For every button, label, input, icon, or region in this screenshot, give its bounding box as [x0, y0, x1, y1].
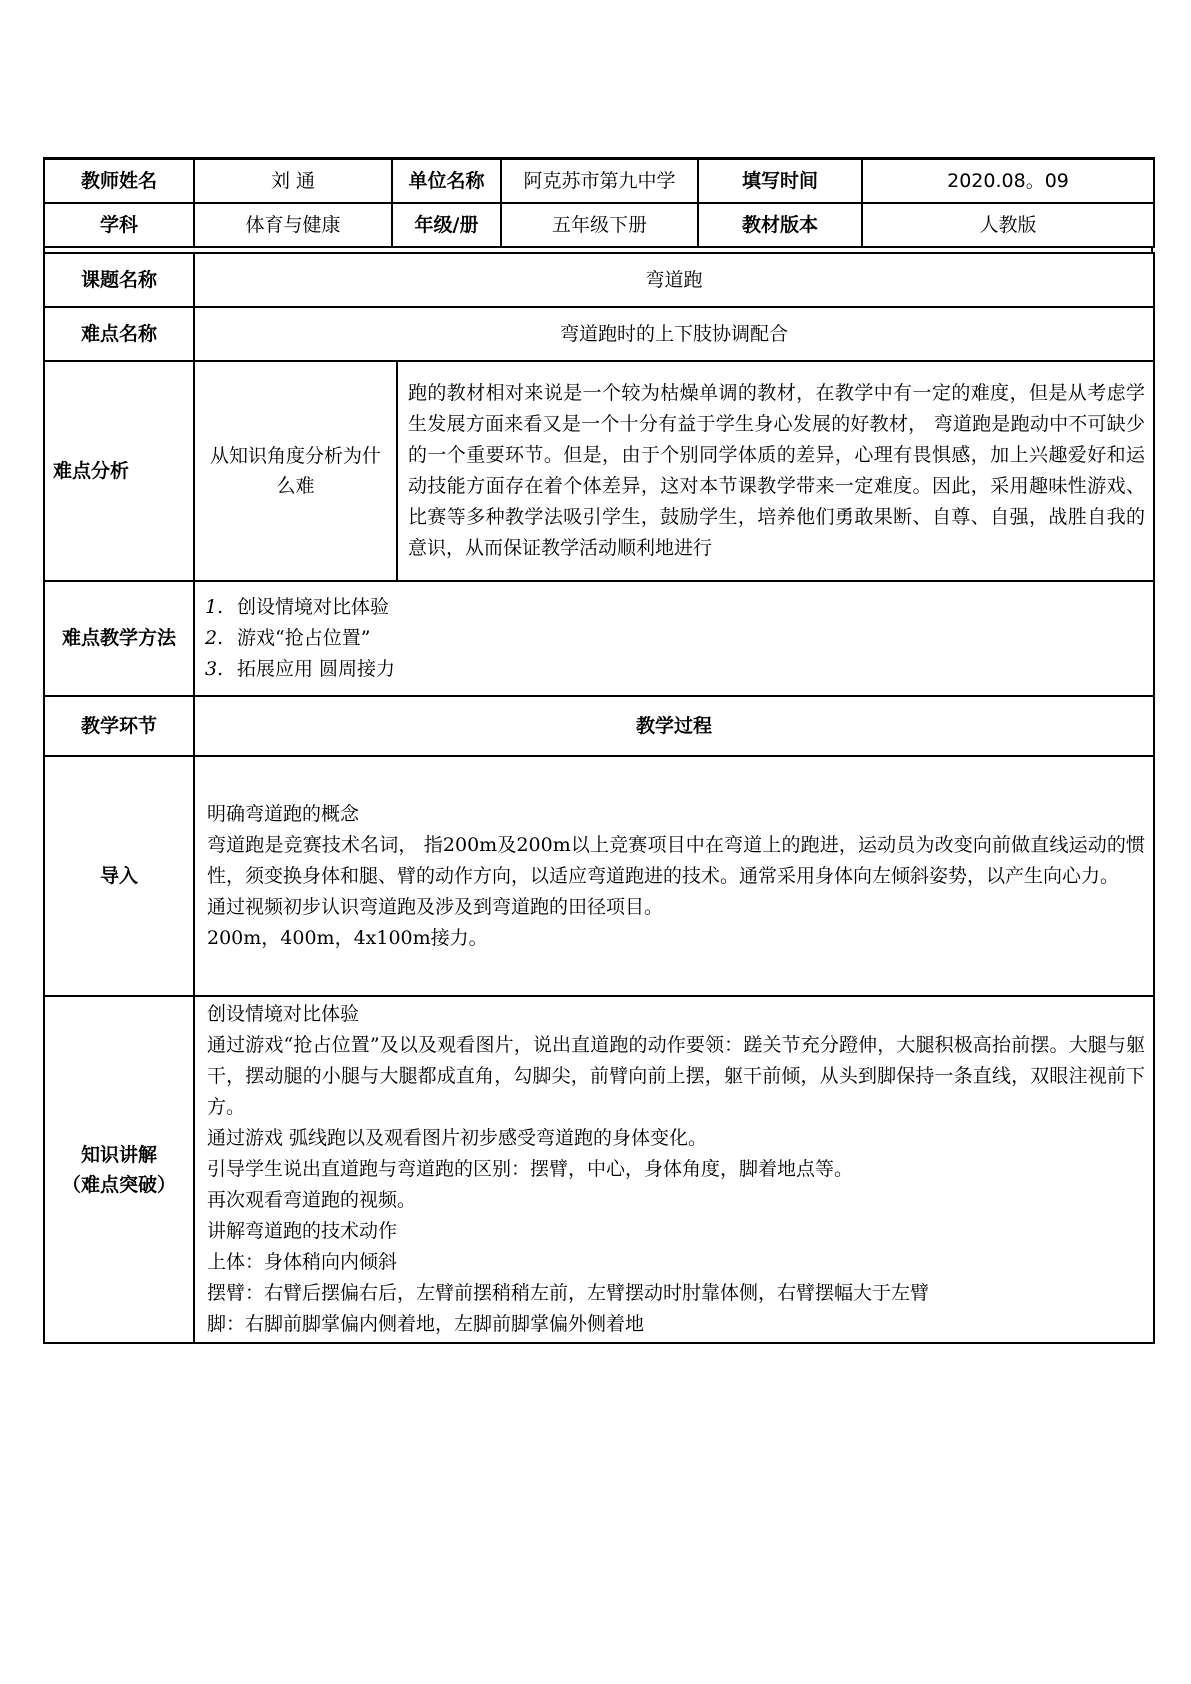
list-number: 2. [205, 627, 224, 649]
analysis-label: 难点分析 [44, 361, 194, 581]
topic-label: 课题名称 [44, 253, 194, 307]
teacher-value: 刘 通 [194, 159, 392, 204]
subject-value: 体育与健康 [194, 203, 392, 247]
teacher-label: 教师姓名 [44, 159, 194, 204]
list-text: 创设情境对比体验 [237, 596, 390, 618]
knowledge-line: 脚：右脚前脚掌偏内侧着地，左脚前脚掌偏外侧着地 [207, 1313, 645, 1335]
topic-value: 弯道跑 [194, 253, 1154, 307]
edition-value: 人教版 [862, 203, 1154, 247]
process-header-value: 教学过程 [194, 696, 1154, 756]
list-item [205, 654, 1143, 685]
unit-value: 阿克苏市第九中学 [501, 159, 698, 204]
edition-label: 教材版本 [698, 203, 862, 247]
process-header-label: 教学环节 [44, 696, 194, 756]
knowledge-line: 摆臂：右臂后摆偏右后，左臂前摆稍稍左前，左臂摆动时肘靠体侧，右臂摆幅大于左臂 [207, 1282, 930, 1304]
methods-list [194, 581, 1154, 696]
knowledge-line: 通过游戏 弧线跑以及观看图片初步感受弯道跑的身体变化。 [207, 1127, 708, 1149]
knowledge-line: 再次观看弯道跑的视频。 [207, 1189, 417, 1211]
knowledge-label-line2: （难点突破） [61, 1173, 176, 1196]
unit-label: 单位名称 [392, 159, 501, 204]
knowledge-label-line1: 知识讲解 [80, 1143, 157, 1166]
analysis-text: 跑的教材相对来说是一个较为枯燥单调的教材，在教学中有一定的难度，但是从考虑学生发展方面来看又是一个十分有益于学生身心发展的好教材， 弯道跑是跑动中不可缺少的一个重要环节。但是，由于个别同学体质的差异，心理有畏惧感，加上兴趣爱好和运动技能方面存在着个体差异，这对本节课教学带来一定难度。因此，采用趣味性游戏、比赛等多种教学法吸引学生，鼓励学生，培养他们勇敢果断、自尊、自强，战胜自我的意识，从而保证教学活动顺利地进行 [397, 361, 1154, 581]
intro-content [194, 756, 1154, 996]
intro-line: 通过视频初步认识弯道跑及涉及到弯道跑的田径项目。 [207, 895, 664, 918]
methods-label: 难点教学方法 [44, 581, 194, 696]
knowledge-line: 讲解弯道跑的技术动作 [207, 1220, 398, 1242]
intro-label: 导入 [44, 756, 194, 996]
knowledge-label [44, 996, 194, 1343]
list-item [205, 623, 1143, 654]
subject-label: 学科 [44, 203, 194, 247]
difficulty-value: 弯道跑时的上下肢协调配合 [194, 307, 1154, 361]
main-table [43, 252, 1155, 1344]
date-label: 填写时间 [698, 159, 862, 204]
analysis-sublabel: 从知识角度分析为什么难 [194, 361, 397, 581]
date-value: 2020.08。09 [862, 159, 1154, 204]
grade-label: 年级/册 [392, 203, 501, 247]
knowledge-line: 引导学生说出直道跑与弯道跑的区别：摆臂，中心，身体角度，脚着地点等。 [207, 1158, 854, 1180]
grade-value: 五年级下册 [501, 203, 698, 247]
knowledge-line: 上体：身体稍向内倾斜 [207, 1251, 398, 1273]
knowledge-line: 通过游戏“抢占位置”及以及观看图片，说出直道跑的动作要领：蹉关节充分蹬伸，大腿积极高抬前摆。大腿与躯干，摆动腿的小腿与大腿都成直角，勾脚尖，前臂向前上摆，躯干前倾，从头到脚保持一条直线，双眼注视前下方。 [207, 1034, 1146, 1118]
list-number: 3. [205, 658, 224, 680]
list-number: 1. [205, 596, 224, 618]
list-item [205, 592, 1143, 623]
intro-line: 明确弯道跑的概念 [207, 802, 360, 825]
list-text: 游戏“抢占位置” [237, 627, 371, 649]
header-table [43, 157, 1155, 248]
list-text: 拓展应用 圆周接力 [237, 658, 396, 680]
intro-line: 200m，400m，4x100m接力。 [207, 926, 488, 949]
intro-line: 弯道跑是竞赛技术名词， 指200m及200m以上竞赛项目中在弯道上的跑进，运动员为改变向前做直线运动的惯性，须变换身体和腿、臂的动作方向，以适应弯道跑进的技术。通常采用身体向左倾斜姿势，以产生向心力。 [207, 833, 1146, 887]
knowledge-content [194, 996, 1154, 1343]
lesson-plan-document [43, 157, 1153, 1344]
difficulty-label: 难点名称 [44, 307, 194, 361]
knowledge-line: 创设情境对比体验 [207, 1003, 360, 1025]
